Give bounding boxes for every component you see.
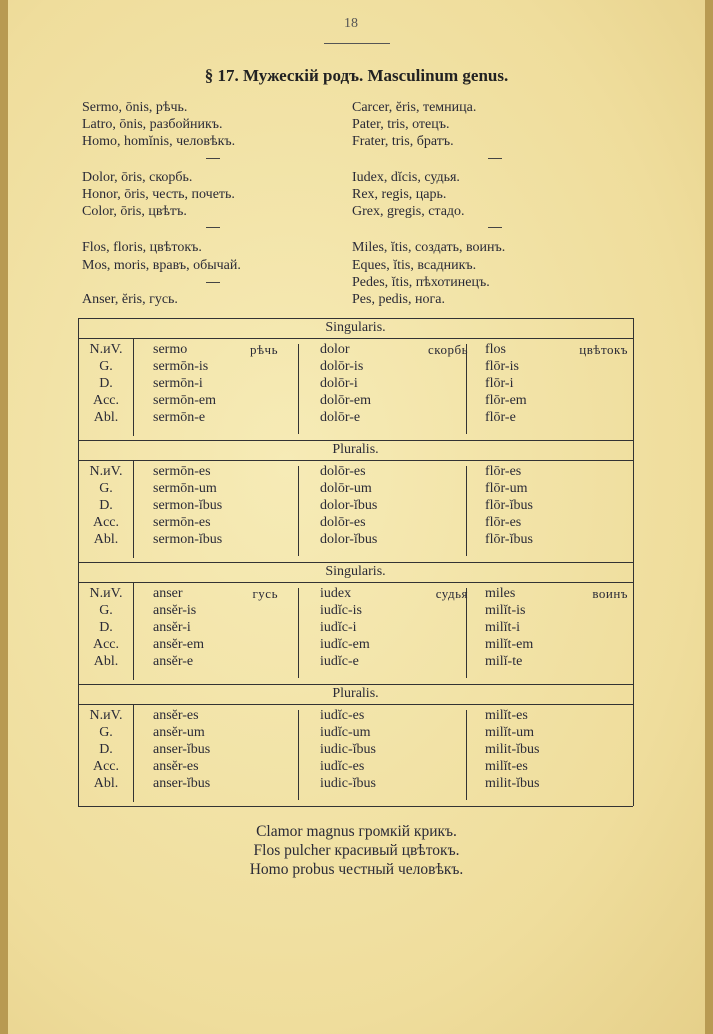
form-cell: milĭt-em [485, 637, 534, 652]
case-label: D. [99, 376, 113, 391]
vocab-entry: Pes, pedis, нога. [352, 292, 445, 307]
table-rule [78, 704, 633, 705]
form-cell: dolōr-es [320, 515, 366, 530]
section-title: Singularis. [325, 564, 386, 579]
case-label: Acc. [92, 759, 120, 774]
case-label: D. [99, 620, 113, 635]
gloss-cell: рѣчь [249, 342, 278, 357]
form-cell: sermōn-i [153, 376, 203, 391]
form-cell: iudĭc-is [320, 603, 362, 618]
form-cell: sermon-ĭbus [153, 532, 223, 547]
column-rule [298, 710, 299, 800]
form-cell: miles [485, 586, 516, 601]
form-cell: milĭt-i [485, 620, 520, 635]
form-cell: dolor [320, 342, 350, 357]
form-cell: flōr-ĭbus [485, 498, 533, 513]
form-cell: milĭt-es [485, 759, 528, 774]
case-label: N.иV. [89, 342, 123, 357]
form-cell: iudĭc-i [320, 620, 357, 635]
form-cell: sermōn-es [153, 515, 211, 530]
vocab-entry: Frater, tris, братъ. [352, 134, 454, 149]
vocab-entry: Iudex, dĭcis, судья. [352, 170, 460, 185]
case-label: G. [99, 359, 113, 374]
form-cell: milit-ĭbus [485, 742, 540, 757]
gloss-cell: судья [435, 586, 468, 601]
table-rule [78, 460, 633, 461]
form-cell: flōr-is [485, 359, 519, 374]
column-rule [133, 704, 134, 802]
case-label: N.иV. [89, 464, 123, 479]
form-cell: flōr-es [485, 515, 522, 530]
column-rule [133, 338, 134, 436]
section-heading: § 17. Мужескій родъ. Masculinum genus. [204, 66, 509, 85]
form-cell: iudĭc-em [320, 637, 370, 652]
case-label: D. [99, 742, 113, 757]
case-label: G. [99, 725, 113, 740]
form-cell: milĭt-es [485, 708, 528, 723]
vocab-entry: Anser, ĕris, гусь. [82, 292, 178, 307]
table-rule [78, 806, 633, 807]
column-rule [298, 588, 299, 678]
vocab-entry: Latro, ōnis, разбойникъ. [82, 117, 223, 132]
form-cell: ansĕr-um [153, 725, 205, 740]
vocab-entry: Dolor, ōris, скорбь. [82, 170, 193, 185]
form-cell: flōr-i [485, 376, 514, 391]
form-cell: flos [485, 342, 506, 357]
form-cell: sermōn-um [153, 481, 217, 496]
form-cell: iudic-ĭbus [320, 776, 376, 791]
form-cell: anser-ĭbus [153, 742, 211, 757]
divider-dash [206, 282, 220, 283]
form-cell: ansĕr-i [153, 620, 191, 635]
form-cell: milĭ-te [485, 654, 523, 669]
form-cell: sermōn-em [153, 393, 216, 408]
column-rule [466, 344, 467, 434]
section-title: Pluralis. [332, 442, 379, 457]
divider-dash [488, 227, 502, 228]
case-label: Abl. [93, 654, 119, 669]
vocab-entry: Mos, moris, вравъ, обычай. [82, 258, 241, 273]
form-cell: iudĭc-es [320, 759, 365, 774]
case-label: Abl. [93, 410, 119, 425]
vocab-entry: Rex, regis, царь. [352, 187, 447, 202]
case-label: N.иV. [89, 708, 123, 723]
section-title: Pluralis. [332, 686, 379, 701]
form-cell: anser-ĭbus [153, 776, 211, 791]
vocab-entry: Color, ōris, цвѣтъ. [82, 204, 187, 219]
form-cell: dolōr-e [320, 410, 361, 425]
case-label: N.иV. [89, 586, 123, 601]
column-rule [466, 588, 467, 678]
gloss-cell: скорбь [428, 342, 468, 357]
form-cell: flōr-e [485, 410, 516, 425]
vocab-entry: Eques, ĭtis, всадникъ. [352, 258, 477, 273]
vocab-entry: Honor, ōris, честь, почеть. [82, 187, 235, 202]
vocab-entry: Miles, ĭtis, создать, воинъ. [352, 240, 506, 255]
form-cell: sermōn-is [153, 359, 209, 374]
form-cell: flōr-um [485, 481, 528, 496]
vocab-entry: Carcer, ĕris, темница. [352, 100, 477, 115]
form-cell: dolōr-um [320, 481, 372, 496]
form-cell: ansĕr-es [153, 759, 199, 774]
divider-dash [206, 227, 220, 228]
vocab-entry: Homo, homĭnis, человѣкъ. [82, 134, 236, 149]
form-cell: flōr-em [485, 393, 527, 408]
form-cell: iudic-ĭbus [320, 742, 376, 757]
table-rule [78, 318, 633, 319]
form-cell: dolōr-i [320, 376, 358, 391]
gloss-cell: воинъ [592, 586, 628, 601]
case-label: Abl. [93, 776, 119, 791]
column-rule [133, 582, 134, 680]
form-cell: dolōr-es [320, 464, 366, 479]
form-cell: milĭt-is [485, 603, 526, 618]
case-label: D. [99, 498, 113, 513]
example-line: Clamor magnus громкій крикъ. [256, 823, 457, 840]
case-label: Abl. [93, 532, 119, 547]
column-rule [133, 460, 134, 558]
table-rule [78, 440, 633, 441]
example-line: Homo probus честный человѣкъ. [249, 861, 464, 878]
case-label: G. [99, 481, 113, 496]
form-cell: iudĭc-um [320, 725, 371, 740]
form-cell: ansĕr-em [153, 637, 205, 652]
table-rule [78, 582, 633, 583]
column-rule [298, 344, 299, 434]
divider-dash [488, 158, 502, 159]
form-cell: sermōn-es [153, 464, 211, 479]
form-cell: dolōr-is [320, 359, 364, 374]
case-label: Acc. [92, 637, 120, 652]
examples [8, 822, 705, 879]
column-rule [466, 466, 467, 556]
page-number: 18 [344, 16, 358, 31]
form-cell: milĭt-um [485, 725, 534, 740]
form-cell: flōr-es [485, 464, 522, 479]
form-cell: flōr-ĭbus [485, 532, 533, 547]
divider-dash [206, 158, 220, 159]
form-cell: iudex [320, 586, 352, 601]
form-cell: sermon-ĭbus [153, 498, 223, 513]
column-rule [466, 710, 467, 800]
form-cell: sermo [153, 342, 188, 357]
form-cell: dolōr-em [320, 393, 372, 408]
form-cell: iudĭc-e [320, 654, 359, 669]
page-number-rule [324, 43, 390, 44]
vocab-entry: Sermo, ōnis, рѣчь. [82, 100, 188, 115]
form-cell: iudĭc-es [320, 708, 365, 723]
declension-tables [78, 318, 633, 806]
case-label: Acc. [92, 515, 120, 530]
vocab-entry: Grex, gregis, стадо. [352, 204, 465, 219]
column-rule [298, 466, 299, 556]
gloss-cell: гусь [252, 586, 278, 601]
table-rule [78, 684, 633, 685]
case-label: Acc. [92, 393, 120, 408]
example-line: Flos pulcher красивый цвѣтокъ. [253, 842, 460, 859]
form-cell: milit-ĭbus [485, 776, 540, 791]
vocab-entry: Pater, tris, отецъ. [352, 117, 450, 132]
book-page [8, 0, 705, 1034]
case-label: G. [99, 603, 113, 618]
form-cell: ansĕr-e [153, 654, 194, 669]
form-cell: ansĕr-es [153, 708, 199, 723]
vocab-entry: Pedes, ĭtis, пѣхотинецъ. [352, 275, 490, 290]
form-cell: anser [153, 586, 183, 601]
gloss-cell: цвѣтокъ [579, 342, 628, 357]
table-rule [78, 562, 633, 563]
vocab-entry: Flos, floris, цвѣтокъ. [82, 240, 202, 255]
form-cell: dolor-ĭbus [320, 532, 378, 547]
form-cell: sermōn-e [153, 410, 206, 425]
section-title: Singularis. [325, 320, 386, 335]
table-rule [78, 338, 633, 339]
form-cell: ansĕr-is [153, 603, 197, 618]
form-cell: dolor-ĭbus [320, 498, 378, 513]
table-border [78, 318, 79, 806]
table-border [633, 318, 634, 806]
